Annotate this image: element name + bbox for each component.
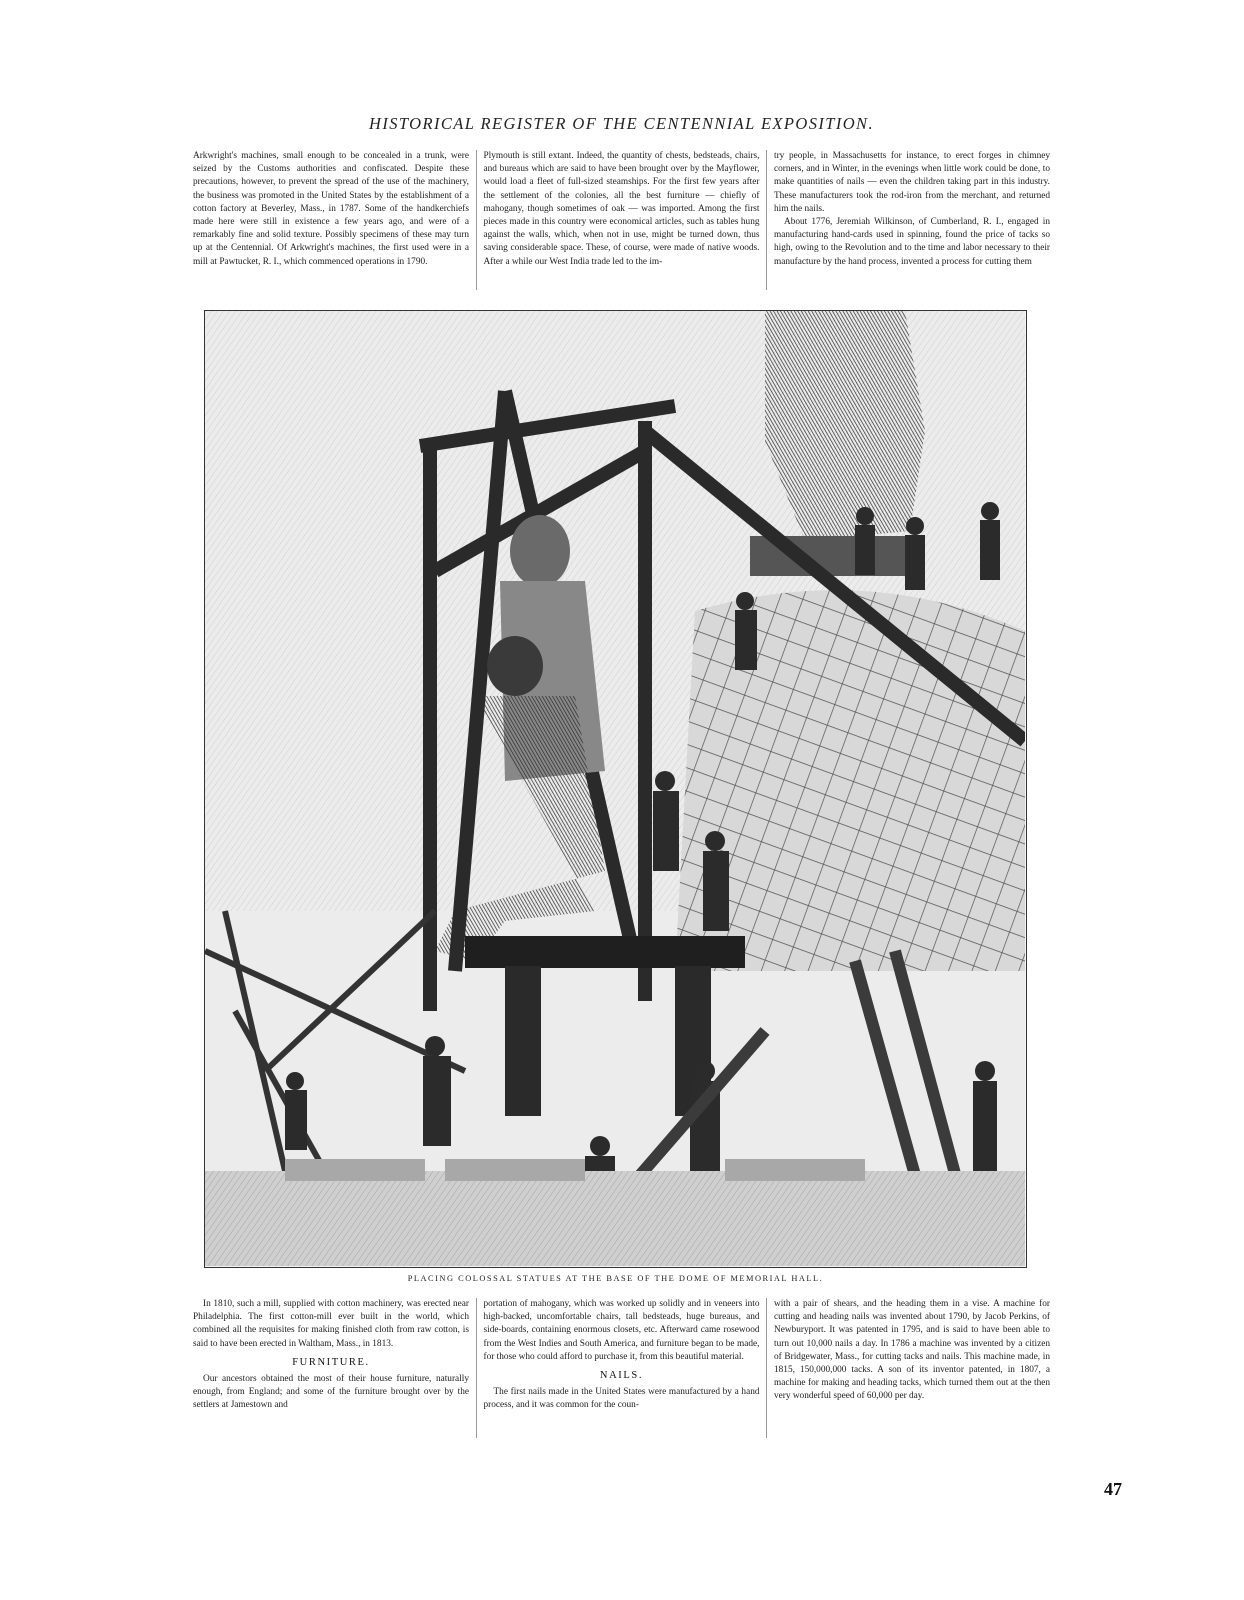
top-text-columns bbox=[193, 150, 1050, 290]
paragraph: Plymouth is still extant. Indeed, the quantity of chests, bedsteads, chairs, and bureaus which are said to have been brought over by the Mayflower, would load a fleet of full-sized steamships. For the first few years after the settlement of the colonies, all the best furniture — chiefly of mahogany, though sometimes of oak — was imported. Among the first pieces made in this country were economical articles, such as tables hung against the walls, which, when not in use, might be turned down, thus saving considerable space. These, of course, were made of native woods. After a while our West India trade led to the im- bbox=[483, 151, 760, 267]
column-rule bbox=[476, 150, 477, 290]
column-rule bbox=[476, 1298, 477, 1438]
engraving-illustration bbox=[205, 311, 1025, 1266]
paragraph: About 1776, Jeremiah Wilkinson, of Cumberland, R. I., engaged in manufacturing hand-cards used in spinning, found the price of tacks so high, owing to the Revolution and to the time and labor necessary to their manufacture by the hand process, invented a process for cutting them bbox=[774, 217, 1050, 267]
bottom-text-columns bbox=[193, 1298, 1050, 1438]
bottom-column-2 bbox=[484, 1298, 760, 1438]
column-rule bbox=[766, 150, 767, 290]
top-column-2 bbox=[484, 150, 760, 290]
running-head: HISTORICAL REGISTER OF THE CENTENNIAL EXPOSITION. bbox=[369, 114, 874, 133]
paragraph: In 1810, such a mill, supplied with cotton machinery, was erected near Philadelphia. The first cotton-mill ever built in the world, which combined all the requisites for making finished cloth from raw cotton, is said to have been erected in Waltham, Mass., in 1813. bbox=[193, 1299, 469, 1349]
section-heading-nails: NAILS. bbox=[599, 1370, 644, 1382]
top-column-3 bbox=[774, 150, 1050, 290]
column-rule bbox=[766, 1298, 767, 1438]
top-column-1 bbox=[193, 150, 469, 290]
engraving-plate bbox=[204, 310, 1027, 1268]
section-heading-furniture: FURNITURE. bbox=[292, 1356, 370, 1368]
illustration-caption: PLACING COLOSSAL STATUES AT THE BASE OF THE DOME OF MEMORIAL HALL. bbox=[407, 1274, 824, 1283]
bottom-column-1 bbox=[193, 1298, 469, 1438]
paragraph: try people, in Massachusetts for instance, to erect forges in chimney corners, and in Winter, in the evenings when little work could be done, to make quantities of nails — even the children taking part in this industry. These manufacturers took the rod-iron from the merchant, and returned him the nails. bbox=[774, 151, 1050, 214]
paragraph: Arkwright's machines, small enough to be concealed in a trunk, were seized by the Customs authorities and confiscated. Despite these precautions, however, to prevent the spread of the use of the machinery, the business was promoted in the United States by the establishment of a cotton factory at Beverley, Mass., in 1787. Some of the handkerchiefs made here were still in existence a few years ago, and were of a remarkably fine and solid texture. Possibly specimens of these may turn up at the Centennial. Of Arkwright's machines, the first used were in a mill at Pawtucket, R. I., which commenced operations in 1790. bbox=[193, 151, 469, 267]
paragraph: The first nails made in the United States were manufactured by a hand process, and it was common for the coun- bbox=[483, 1387, 760, 1411]
hanging-statue-head bbox=[510, 515, 570, 587]
seated-statue-head bbox=[487, 636, 543, 696]
page-number: 47 bbox=[1104, 1479, 1122, 1499]
paragraph: portation of mahogany, which was worked up solidly and in veneers into high-backed, uncomfortable chairs, tall bedsteads, huge bureaus, and side-boards, containing enormous closets, etc. Afterward came rosewood from the West Indies and South America, and furniture began to be made, for those who could afford to purchase it, from this beautiful material. bbox=[483, 1299, 760, 1362]
platform-beam bbox=[465, 936, 745, 968]
paragraph: Our ancestors obtained the most of their house furniture, naturally enough, from England; and some of the furniture brought over by the settlers at Jamestown and bbox=[193, 1374, 469, 1411]
paragraph: with a pair of shears, and the heading them in a vise. A machine for cutting and heading nails was invented about 1790, by Jacob Perkins, of Newburyport. It was patented in 1795, and is said to have been able to turn out 10,000 nails a day. In 1786 a machine was invented by a citizen of Bridgewater, Mass., for cutting tacks and nails. This machine made, in 1815, 150,000,000 tacks. A son of its inventor patented, in 1807, a machine for making and heading tacks, which turned them out at the then very wonderful speed of 60,000 per day. bbox=[774, 1299, 1050, 1402]
bottom-column-3 bbox=[774, 1298, 1050, 1438]
